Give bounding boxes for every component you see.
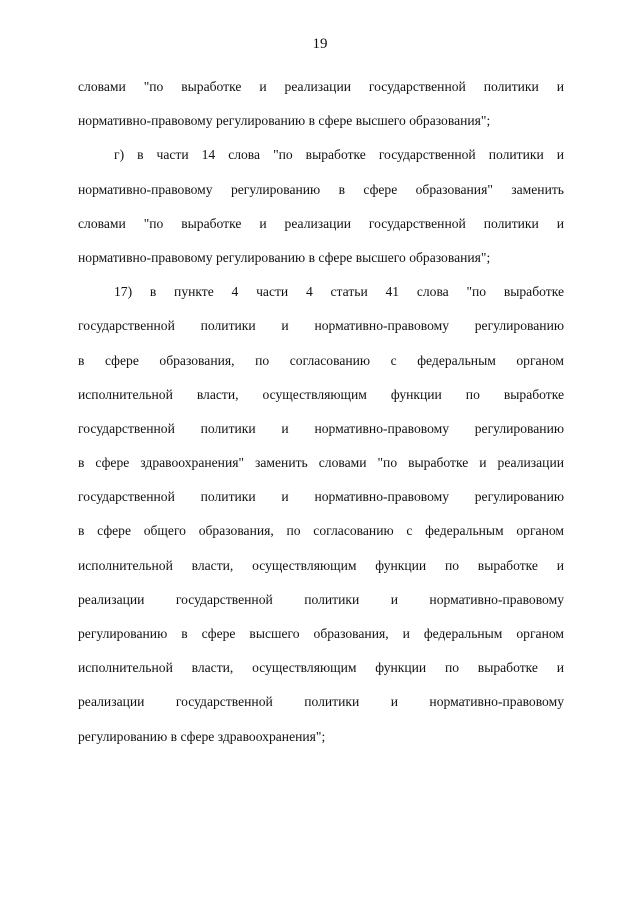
paragraph-3-line-3: в сфере образования, по согласованию с федеральным органом [78,352,564,368]
paragraph-3-line-2: государственной политики и нормативно-правовому регулированию [78,318,564,334]
paragraph-1-line-2: нормативно-правовому регулированию в сфере высшего образования"; [78,113,491,129]
paragraph-3-line-8: в сфере общего образования, по согласованию с федеральным органом [78,523,564,539]
paragraph-3-line-1: 17) в пункте 4 части 4 статьи 41 слова "по выработке [114,284,564,300]
paragraph-3-line-11: регулированию в сфере высшего образования, и федеральным органом [78,626,564,641]
paragraph-3-line-4: исполнительной власти, осуществляющим функции по выработке [78,386,564,402]
paragraph-2-line-3: словами "по выработке и реализации государственной политики и [78,215,564,231]
page-number: 19 [312,36,328,52]
paragraph-3-line-12: исполнительной власти, осуществляющим функции по выработке и [78,660,564,676]
paragraph-3-line-7: государственной политики и нормативно-правовому регулированию [78,489,564,505]
paragraph-3-line-14: регулированию в сфере здравоохранения"; [78,728,326,744]
paragraph-1-line-1: словами "по выработке и реализации государственной политики и [78,79,564,94]
paragraph-3-line-10: реализации государственной политики и нормативно-правовому [78,591,564,607]
paragraph-2-line-1: г) в части 14 слова "по выработке государственной политики и [114,147,564,163]
document-body [78,70,564,754]
paragraph-3-line-5: государственной политики и нормативно-правовому регулированию [78,420,564,436]
paragraph-3-line-13: реализации государственной политики и нормативно-правовому [78,694,564,710]
paragraph-3-line-9: исполнительной власти, осуществляющим функции по выработке и [78,557,564,573]
paragraph-2-line-4: нормативно-правовому регулированию в сфере высшего образования"; [78,249,491,265]
paragraph-3-line-6: в сфере здравоохранения" заменить словами "по выработке и реализации [78,455,564,471]
paragraph-2-line-2: нормативно-правовому регулированию в сфере образования" заменить [78,181,564,197]
